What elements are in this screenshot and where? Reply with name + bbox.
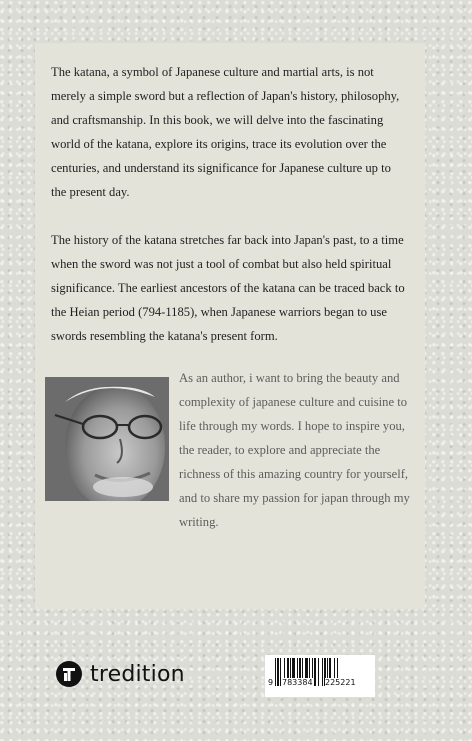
- publisher-name: tredition: [90, 661, 185, 687]
- barcode-bar: [280, 658, 281, 686]
- barcode-digit-first: 9: [268, 678, 274, 687]
- tredition-logo-icon: [56, 661, 82, 687]
- barcode-digits-left: 783384: [282, 678, 313, 687]
- barcode-digits-right: 225221: [325, 678, 356, 687]
- history-paragraph: The history of the katana stretches far back into Japan's past, to a time when the sword was not just a tool of combat but also held spiritual significance. The earliest ancestors of the katana can be traced back to the Heian period (794-1185), when Japanese warriors began to use swords resembling the katana's present form.: [51, 233, 405, 343]
- barcode-bar: [314, 658, 316, 686]
- barcode-bar: [322, 658, 323, 686]
- publisher-logo: [56, 660, 185, 688]
- barcode-bar: [275, 658, 276, 686]
- barcode-bar: [277, 658, 279, 686]
- isbn-barcode: [265, 655, 375, 697]
- author-blurb: As an author, i want to bring the beauty and complexity of japanese culture and cuisine to life through my words. I hope to inspire you, the reader, to explore and appreciate the richness of this amazing country for yourself, and to share my passion for japan through my writing.: [179, 371, 410, 529]
- intro-paragraph: The katana, a symbol of Japanese culture and martial arts, is not merely a simple sword but a reflection of Japan's history, philosophy, and craftsmanship. In this book, we will delve into the fascinating world of the katana, explore its origins, trace its evolution over the centuries, and understand its significance for Japanese culture up to the present day.: [51, 65, 400, 199]
- barcode-bar: [318, 658, 319, 686]
- author-photo: [45, 377, 169, 501]
